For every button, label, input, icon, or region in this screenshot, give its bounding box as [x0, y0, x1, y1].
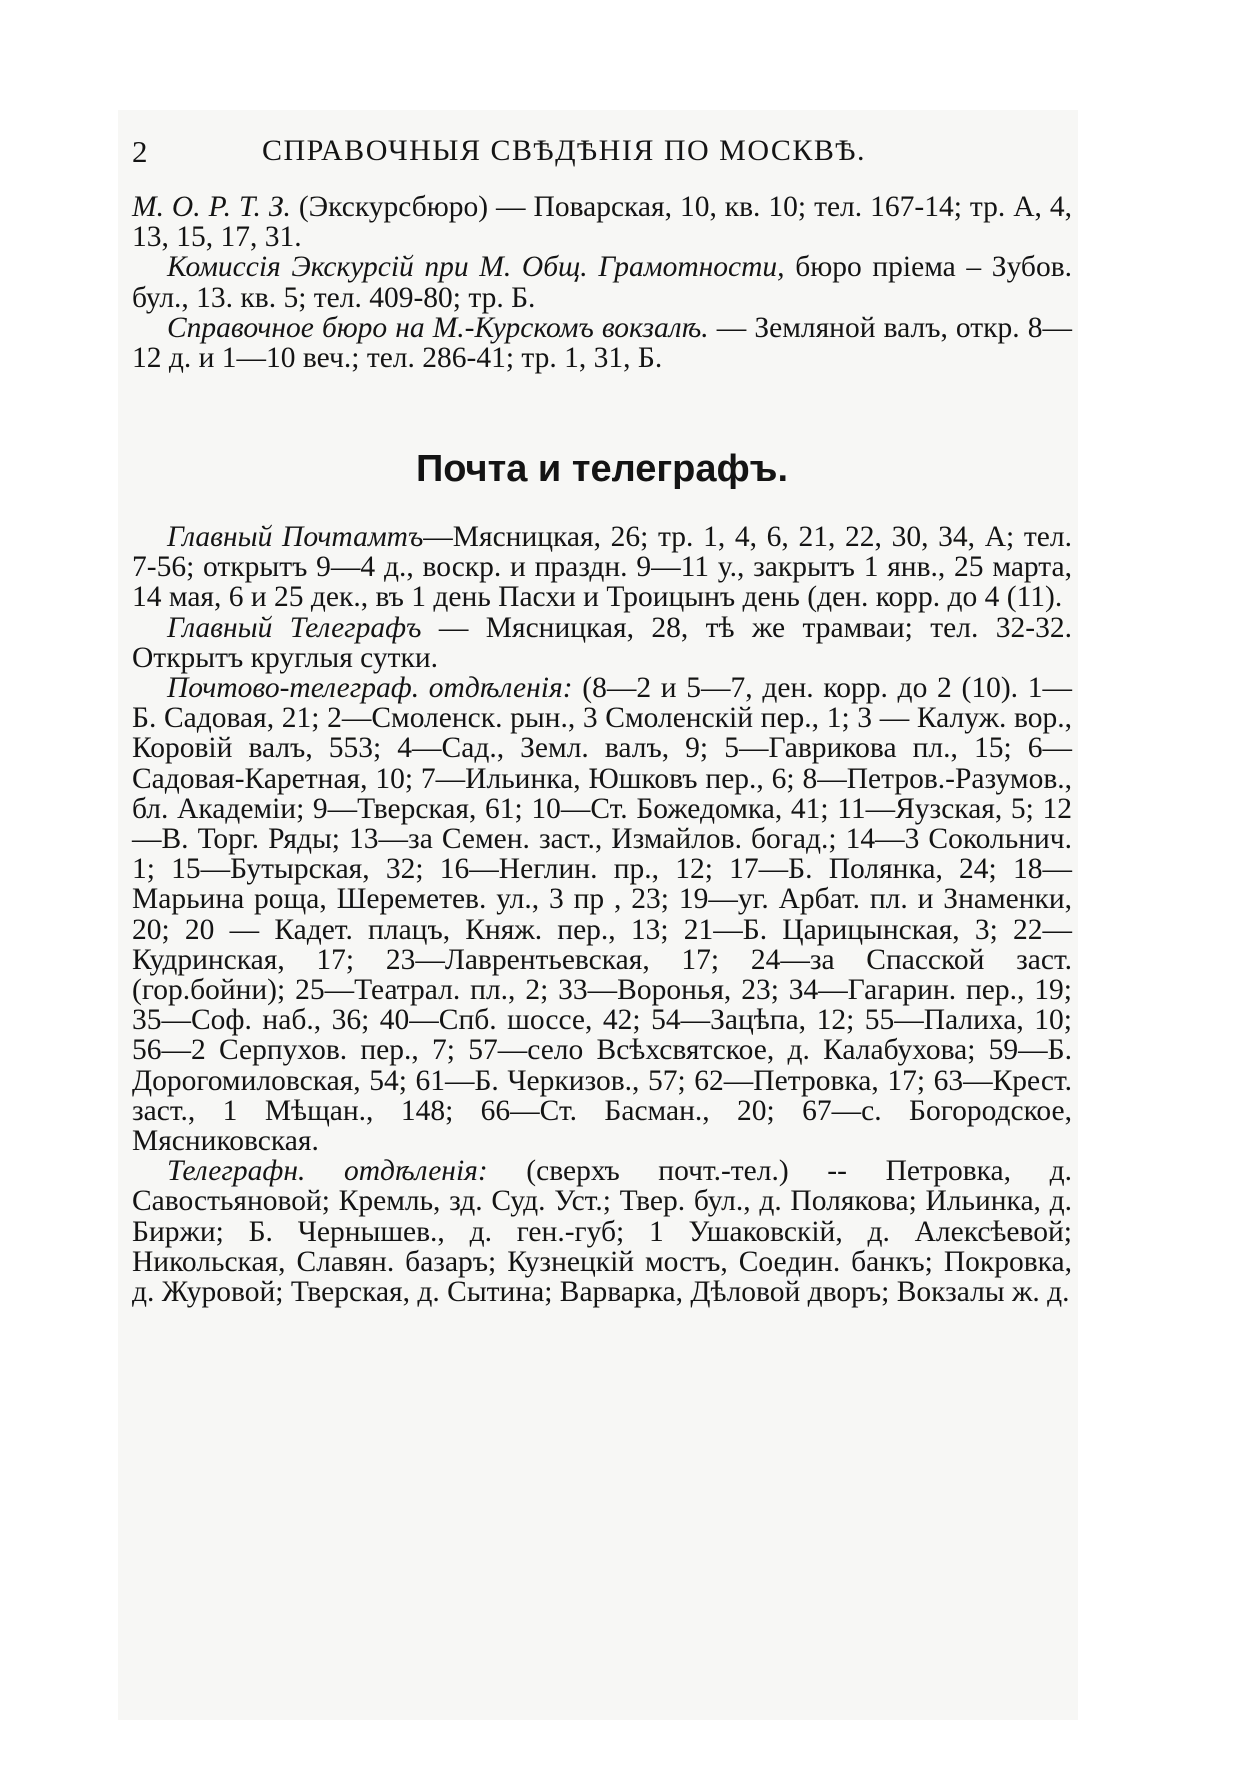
- running-title: СПРАВОЧНЫЯ СВѢДѢНІЯ ПО МОСКВѢ.: [262, 134, 867, 167]
- entry-lead: Комиссія Экскурсій при М. Общ. Грамотности,: [167, 251, 785, 284]
- entry-text: (сверхъ почт.-тел.) -- Петровка, д. Савостьяновой; Кремль, зд. Суд. Уст.; Твер. бул., д. Полякова; Ильинка, д. Биржи; Б. Чернышев., д. ген.-губ; 1 Ушаковскій, д. Алексѣевой; Никольская, Славян. базаръ; Кузнецкій мостъ, Соедин. банкъ; Покровка, д. Журовой; Тверская, д. Сытина; Варварка, Дѣловой дворъ; Вокзалы ж. д.: [132, 1155, 1072, 1309]
- entry-text: (8—2 и 5—7, ден. корр. до 2 (10). 1—Б. Садовая, 21; 2—Смоленск. рын., 3 Смоленскій пер., 1; 3 — Калуж. вор., Коровій валъ, 553; 4—Сад., Земл. валъ, 9; 5—Гаврикова пл., 15; 6—Садовая-Каретная, 10; 7—Ильинка, Юшковъ пер., 6; 8—Петров.-Разумов., бл. Академіи; 9—Тверская, 61; 10—Ст. Божедомка, 41; 11—Яузская, 5; 12—В. Торг. Ряды; 13—за Семен. заст., Измайлов. богад.; 14—3 Сокольнич. 1; 15—Бутырская, 32; 16—Неглин. пр., 12; 17—Б. Полянка, 24; 18—Марьина роща, Шереметев. ул., 3 пр , 23; 19—уг. Арбат. пл. и Знаменки, 20; 20 — Кадет. плацъ, Княж. пер., 13; 21—Б. Царицынская, 3; 22—Кудринская, 17; 23—Лаврентьевская, 17; 24—за Спасской заст.(гор.бойни); 25—Театрал. пл., 2; 33—Воронья, 23; 34—Гагарин. пер., 19; 35—Соф. наб., 36; 40—Спб. шоссе, 42; 54—Зацѣпа, 12; 55—Палиха, 10; 56—2 Серпухов. пер., 7; 57—село Всѣхсвятское, д. Калабухова; 59—Б. Дорогомиловская, 54; 61—Б. Черкизов., 57; 62—Петровка, 17; 63—Крест. заст., 1 Мѣщан., 148; 66—Ст. Басман., 20; 67—с. Богородское, Мясниковская.: [132, 672, 1072, 1158]
- entry-lead: Главный Почтамтъ: [167, 521, 424, 553]
- entry-main-post-office: [132, 522, 1072, 613]
- entry-lead: Главный Телеграфъ: [167, 611, 422, 644]
- entry-text: — Земляной валъ, откр. 8—12 д. и 1—10 веч.; тел. 286-41; тр. 1, 31, Б.: [132, 311, 1072, 375]
- entry-lead: М. О. Р. Т. З.: [132, 191, 291, 223]
- entry-text: бюро пріема – Зубов. бул., 13. кв. 5; тел. 409-80; тр. Б.: [132, 251, 1072, 314]
- entry-text: (Экскурсбюро) — Поварская, 10, кв. 10; тел. 167-14; тр. А, 4, 13, 15, 17, 31.: [132, 191, 1072, 254]
- entry-lead: Телеграфн. отдѣленія:: [167, 1155, 488, 1188]
- entry-main-telegraph: [132, 613, 1072, 673]
- entry-excursion-commission: [132, 252, 1072, 312]
- post-telegraph-entries: [132, 522, 1072, 1307]
- entry-telegraph-branches: [132, 1156, 1072, 1307]
- entry-text: —Мясницкая, 26; тр. 1, 4, 6, 21, 22, 30, 34, А; тел. 7-56; открытъ 9—4 д., воскр. и праздн. 9—11 у., закрытъ 1 янв., 25 марта, 14 мая, 6 и 25 дек., въ 1 день Пасхи и Троицынъ день (ден. корр. до 4 (11).: [132, 521, 1072, 614]
- entry-info-bureau: [132, 313, 1072, 373]
- entry-lead: Справочное бюро на М.-Курскомъ вокзалѣ.: [167, 311, 709, 344]
- section-title: Почта и телеграфъ.: [415, 448, 789, 490]
- page-number: 2: [132, 134, 148, 169]
- entry-mort: [132, 192, 1072, 252]
- entry-post-telegraph-branches: [132, 673, 1072, 1156]
- entry-lead: Почтово-телеграф. отдѣленія:: [167, 672, 573, 705]
- excursion-entries: [132, 192, 1072, 373]
- page-header: [132, 134, 1072, 174]
- entry-text: — Мясницкая, 28, тѣ же трамваи; тел. 32-32. Открытъ круглыя сутки.: [132, 611, 1072, 674]
